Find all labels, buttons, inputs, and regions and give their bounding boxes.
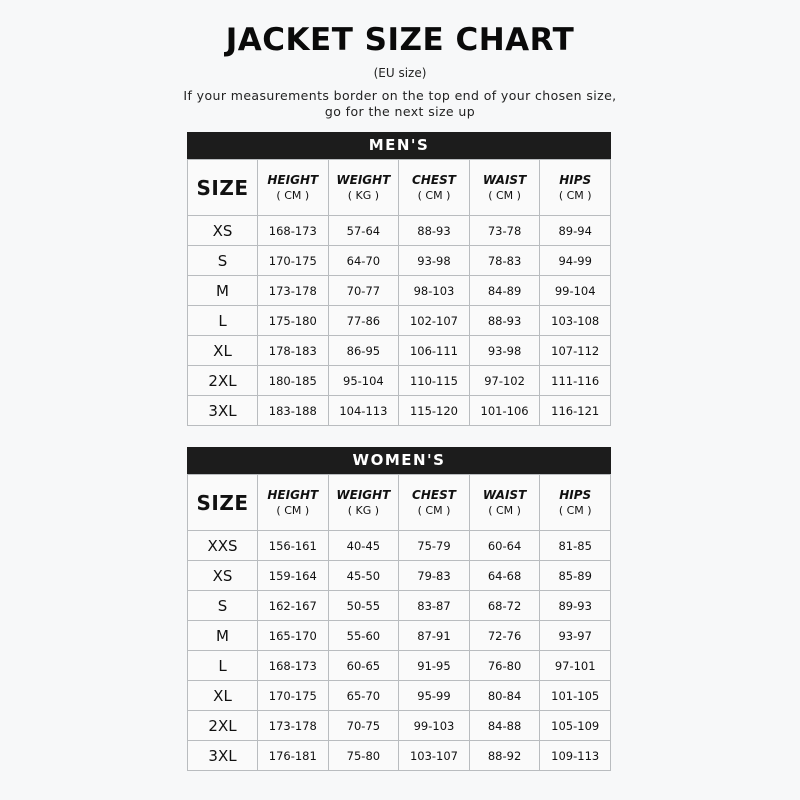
height-cell: 168-173 [258, 651, 329, 681]
table-row [188, 336, 611, 366]
womens-size-section [187, 447, 611, 771]
waist-column-header: WAIST ( CM ) [469, 475, 540, 531]
table-row [188, 591, 611, 621]
waist-cell: 88-93 [469, 306, 540, 336]
waist-cell: 101-106 [469, 396, 540, 426]
womens-size-table [187, 474, 611, 771]
chest-cell: 83-87 [399, 591, 470, 621]
weight-cell: 75-80 [328, 741, 399, 771]
height-cell: 162-167 [258, 591, 329, 621]
chest-column-header: CHEST ( CM ) [399, 160, 470, 216]
page-title: JACKET SIZE CHART [225, 22, 575, 58]
height-column-header: HEIGHT ( CM ) [258, 475, 329, 531]
waist-cell: 72-76 [469, 621, 540, 651]
weight-cell: 45-50 [328, 561, 399, 591]
chest-cell: 79-83 [399, 561, 470, 591]
table-row [188, 246, 611, 276]
size-cell: 3XL [188, 396, 258, 426]
height-cell: 183-188 [258, 396, 329, 426]
height-cell: 170-175 [258, 246, 329, 276]
hips-cell: 94-99 [540, 246, 611, 276]
size-cell: S [188, 591, 258, 621]
table-row [188, 561, 611, 591]
hips-cell: 111-116 [540, 366, 611, 396]
waist-cell: 88-92 [469, 741, 540, 771]
weight-cell: 70-77 [328, 276, 399, 306]
waist-cell: 78-83 [469, 246, 540, 276]
weight-cell: 40-45 [328, 531, 399, 561]
waist-cell: 84-88 [469, 711, 540, 741]
height-cell: 170-175 [258, 681, 329, 711]
hips-cell: 85-89 [540, 561, 611, 591]
size-cell: S [188, 246, 258, 276]
size-cell: XS [188, 216, 258, 246]
waist-cell: 73-78 [469, 216, 540, 246]
hips-column-header: HIPS ( CM ) [540, 160, 611, 216]
size-cell: XS [188, 561, 258, 591]
waist-cell: 80-84 [469, 681, 540, 711]
mens-size-section [187, 132, 611, 426]
height-column-header: HEIGHT ( CM ) [258, 160, 329, 216]
table-row [188, 651, 611, 681]
chest-cell: 98-103 [399, 276, 470, 306]
hips-cell: 101-105 [540, 681, 611, 711]
size-cell: XL [188, 336, 258, 366]
table-row [188, 276, 611, 306]
chest-cell: 91-95 [399, 651, 470, 681]
waist-cell: 68-72 [469, 591, 540, 621]
hips-cell: 89-93 [540, 591, 611, 621]
size-cell: M [188, 621, 258, 651]
table-row [188, 711, 611, 741]
height-cell: 165-170 [258, 621, 329, 651]
table-header-row [188, 475, 611, 531]
hips-column-header: HIPS ( CM ) [540, 475, 611, 531]
chest-cell: 75-79 [399, 531, 470, 561]
hips-cell: 116-121 [540, 396, 611, 426]
table-row [188, 366, 611, 396]
waist-cell: 93-98 [469, 336, 540, 366]
mens-section-heading: MEN'S [187, 132, 611, 159]
size-cell: 2XL [188, 366, 258, 396]
table-row [188, 531, 611, 561]
page-subtitle: (EU size) [373, 66, 427, 80]
chest-column-header: CHEST ( CM ) [399, 475, 470, 531]
table-row [188, 306, 611, 336]
table-header-row [188, 160, 611, 216]
size-cell: L [188, 306, 258, 336]
size-column-header: SIZE [188, 475, 258, 531]
hips-cell: 81-85 [540, 531, 611, 561]
table-row [188, 621, 611, 651]
hips-cell: 89-94 [540, 216, 611, 246]
size-cell: XXS [188, 531, 258, 561]
chest-cell: 115-120 [399, 396, 470, 426]
hips-cell: 109-113 [540, 741, 611, 771]
weight-cell: 60-65 [328, 651, 399, 681]
chest-cell: 99-103 [399, 711, 470, 741]
weight-cell: 70-75 [328, 711, 399, 741]
chest-cell: 102-107 [399, 306, 470, 336]
chest-cell: 103-107 [399, 741, 470, 771]
weight-cell: 86-95 [328, 336, 399, 366]
weight-cell: 64-70 [328, 246, 399, 276]
chest-cell: 110-115 [399, 366, 470, 396]
waist-cell: 60-64 [469, 531, 540, 561]
height-cell: 156-161 [258, 531, 329, 561]
table-row [188, 396, 611, 426]
table-row [188, 681, 611, 711]
weight-cell: 104-113 [328, 396, 399, 426]
weight-column-header: WEIGHT ( KG ) [328, 160, 399, 216]
weight-cell: 65-70 [328, 681, 399, 711]
height-cell: 159-164 [258, 561, 329, 591]
table-row [188, 216, 611, 246]
waist-cell: 84-89 [469, 276, 540, 306]
hips-cell: 107-112 [540, 336, 611, 366]
height-cell: 178-183 [258, 336, 329, 366]
sizing-note-line-2: go for the next size up [324, 104, 476, 119]
sizing-note [0, 88, 800, 120]
hips-cell: 93-97 [540, 621, 611, 651]
chest-cell: 88-93 [399, 216, 470, 246]
waist-cell: 76-80 [469, 651, 540, 681]
waist-cell: 64-68 [469, 561, 540, 591]
size-cell: XL [188, 681, 258, 711]
size-cell: M [188, 276, 258, 306]
chest-cell: 106-111 [399, 336, 470, 366]
size-cell: L [188, 651, 258, 681]
chest-cell: 95-99 [399, 681, 470, 711]
hips-cell: 105-109 [540, 711, 611, 741]
waist-column-header: WAIST ( CM ) [469, 160, 540, 216]
sizing-note-line-1: If your measurements border on the top end of your chosen size, [183, 88, 617, 103]
height-cell: 180-185 [258, 366, 329, 396]
table-row [188, 741, 611, 771]
height-cell: 173-178 [258, 711, 329, 741]
weight-cell: 95-104 [328, 366, 399, 396]
hips-cell: 103-108 [540, 306, 611, 336]
chest-cell: 93-98 [399, 246, 470, 276]
size-cell: 2XL [188, 711, 258, 741]
mens-size-table [187, 159, 611, 426]
weight-cell: 57-64 [328, 216, 399, 246]
height-cell: 175-180 [258, 306, 329, 336]
weight-cell: 77-86 [328, 306, 399, 336]
womens-section-heading: WOMEN'S [187, 447, 611, 474]
height-cell: 173-178 [258, 276, 329, 306]
hips-cell: 97-101 [540, 651, 611, 681]
weight-cell: 55-60 [328, 621, 399, 651]
size-cell: 3XL [188, 741, 258, 771]
waist-cell: 97-102 [469, 366, 540, 396]
height-cell: 176-181 [258, 741, 329, 771]
size-column-header: SIZE [188, 160, 258, 216]
height-cell: 168-173 [258, 216, 329, 246]
chest-cell: 87-91 [399, 621, 470, 651]
weight-column-header: WEIGHT ( KG ) [328, 475, 399, 531]
hips-cell: 99-104 [540, 276, 611, 306]
weight-cell: 50-55 [328, 591, 399, 621]
